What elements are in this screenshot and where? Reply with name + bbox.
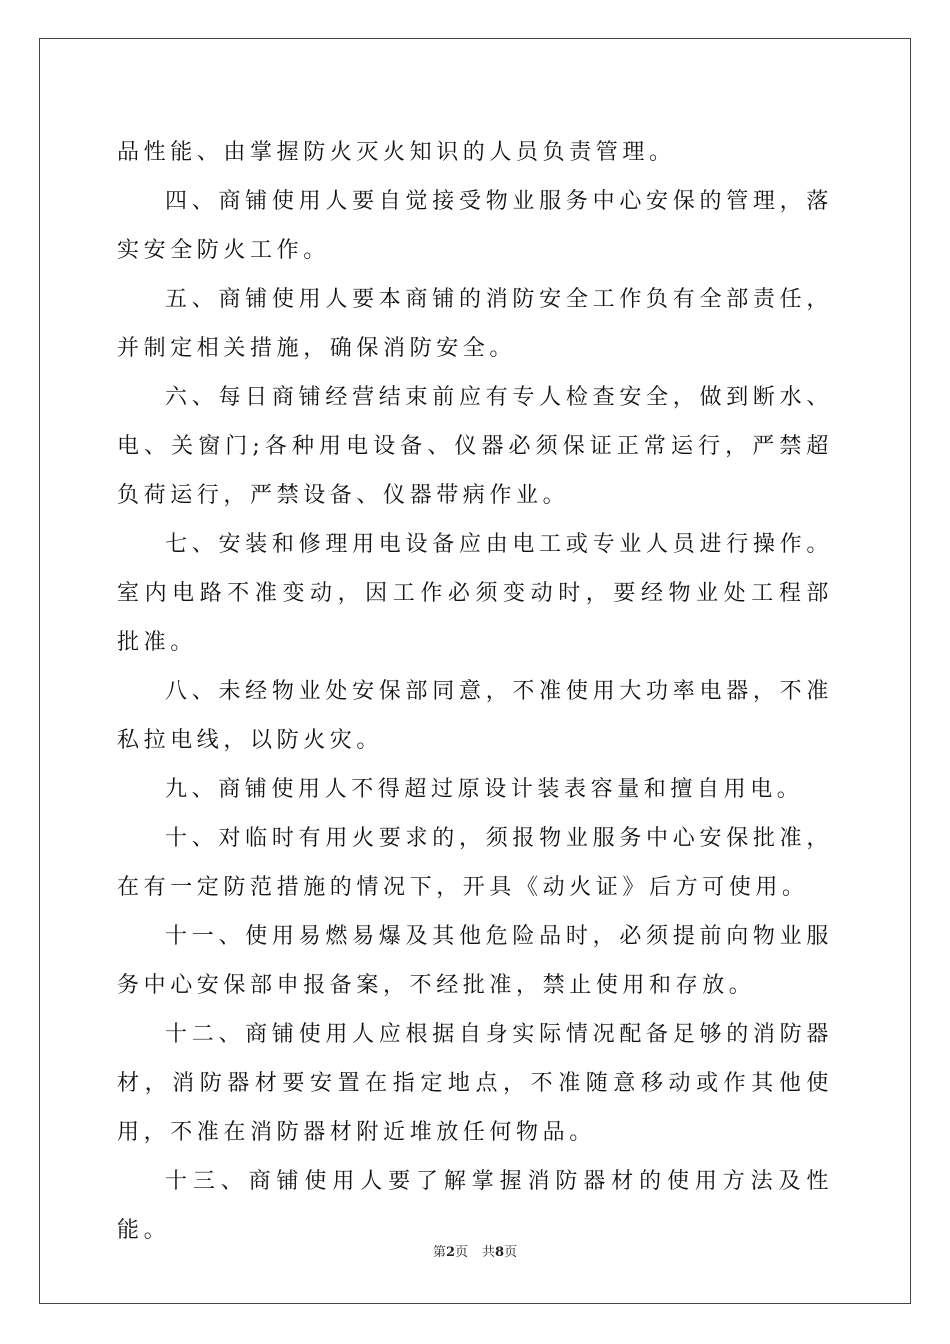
paragraph-8: 十、对临时有用火要求的，须报物业服务中心安保批准，在有一定防范措施的情况下，开具《动火证》后方可使用。 (117, 826, 833, 900)
total-suffix: 页 (504, 1245, 518, 1260)
page-suffix: 页 (454, 1245, 468, 1260)
paragraph-1: 品性能、由掌握防火灭火知识的人员负责管理。 (117, 140, 676, 165)
paragraph-7: 九、商铺使用人不得超过原设计装表容量和擅自用电。 (165, 777, 804, 802)
paragraph-11: 十三、商铺使用人要了解掌握消防器材的使用方法及性能。 (117, 1169, 833, 1243)
paragraph-10: 十二、商铺使用人应根据自身实际情况配备足够的消防器材，消防器材要安置在指定地点，不准随意移动或作其他使用，不准在消防器材附近堆放任何物品。 (117, 1022, 833, 1145)
page-number: 2 (445, 1245, 455, 1260)
page-prefix: 第 (432, 1245, 446, 1260)
document-body (117, 128, 833, 1255)
page-footer (0, 1244, 950, 1262)
paragraph-2: 四、商铺使用人要自觉接受物业服务中心安保的管理，落实安全防火工作。 (117, 189, 833, 263)
paragraph-9: 十一、使用易燃易爆及其他危险品时，必须提前向物业服务中心安保部申报备案，不经批准，禁止使用和存放。 (117, 924, 833, 998)
paragraph-5: 七、安装和修理用电设备应由电工或专业人员进行操作。室内电路不准变动，因工作必须变动时，要经物业处工程部批准。 (117, 532, 833, 655)
paragraph-4: 六、每日商铺经营结束前应有专人检查安全，做到断水、电、关窗门;各种用电设备、仪器必须保证正常运行，严禁超负荷运行，严禁设备、仪器带病作业。 (117, 385, 833, 508)
total-pages: 8 (495, 1245, 505, 1260)
paragraph-3: 五、商铺使用人要本商铺的消防安全工作负有全部责任，并制定相关措施，确保消防安全。 (117, 287, 833, 361)
paragraph-6: 八、未经物业处安保部同意，不准使用大功率电器，不准私拉电线，以防火灾。 (117, 679, 833, 753)
total-prefix: 共 (482, 1245, 496, 1260)
